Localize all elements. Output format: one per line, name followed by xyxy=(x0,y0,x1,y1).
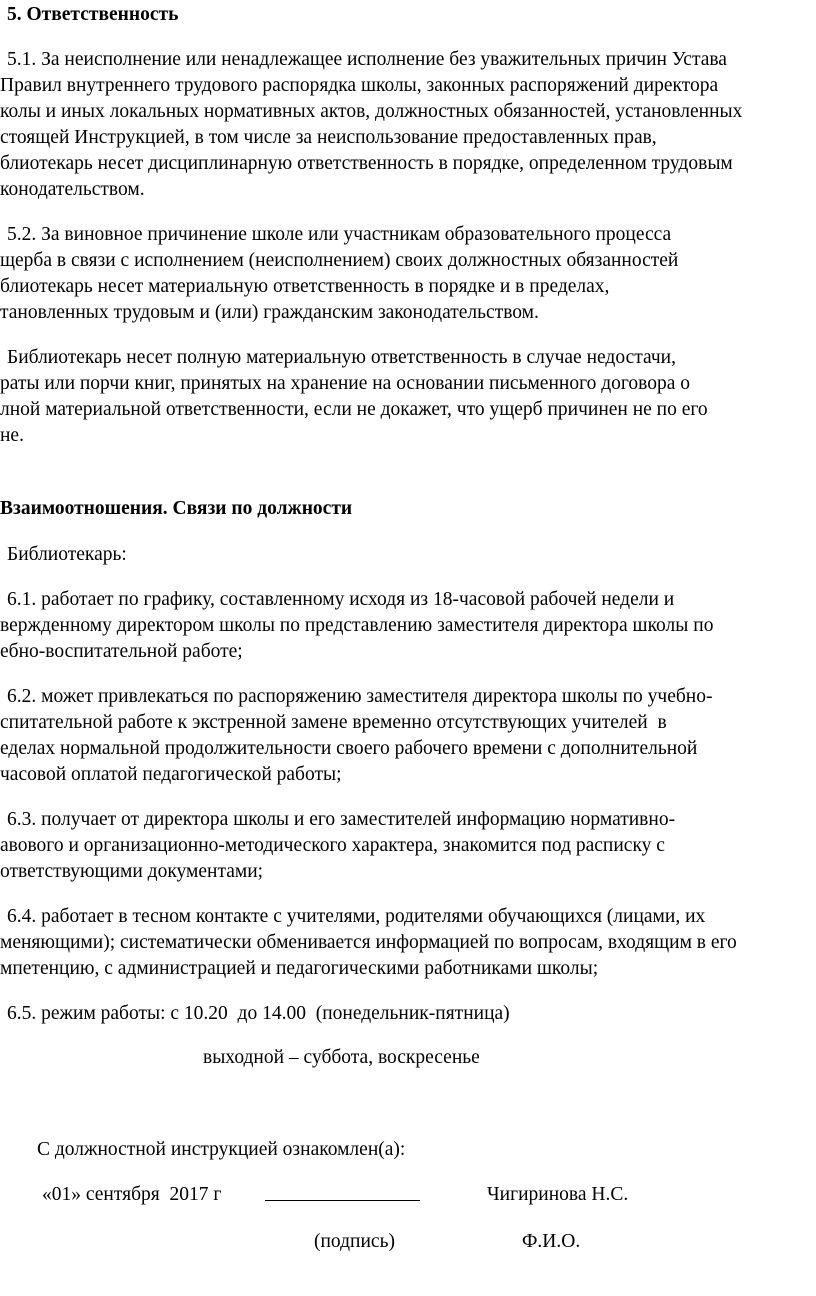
paragraph-6-4-line: 6.4. работает в тесном контакте с учителями, родителями обучающихся (лицами, их xyxy=(7,906,706,927)
section-5-heading: 5. Ответственность xyxy=(7,4,179,25)
paragraph-5-1-line: колы и иных локальных нормативных актов, должностных обязанностей, установленных xyxy=(0,101,743,122)
paragraph-5-3-line: Библиотекарь несет полную материальную ответственность в случае недостачи, xyxy=(7,347,676,368)
paragraph-5-2-line: щерба в связи с исполнением (неисполнением) своих должностных обязанностей xyxy=(0,250,679,271)
paragraph-6-2-line: спитательной работе к экстренной замене временно отсутствующих учителей в xyxy=(0,712,667,733)
paragraph-6-2-line: еделах нормальной продолжительности своего рабочего времени с дополнительной xyxy=(0,738,698,759)
signature-line xyxy=(265,1200,420,1201)
section-6-heading: Взаимоотношения. Связи по должности xyxy=(0,498,353,519)
paragraph-5-2-line: 5.2. За виновное причинение школе или участникам образовательного процесса xyxy=(7,224,672,245)
paragraph-5-3-line: раты или порчи книг, принятых на хранение на основании письменного договора о xyxy=(0,373,691,394)
paragraph-5-3-line: лной материальной ответственности, если не докажет, что ущерб причинен не по его xyxy=(0,399,708,420)
paragraph-6-2-line: 6.2. может привлекаться по распоряжению заместителя директора школы по учебно- xyxy=(7,686,713,707)
paragraph-5-2-line: блиотекарь несет материальную ответственность в порядке и в пределах, xyxy=(0,276,610,297)
paragraph-6-1-line: ебно-воспитательной работе; xyxy=(0,641,243,662)
paragraph-5-3-line: не. xyxy=(0,425,24,446)
signature-caption: (подпись) xyxy=(314,1231,395,1252)
section-6-intro: Библиотекарь: xyxy=(7,544,127,565)
paragraph-5-2-line: тановленных трудовым и (или) гражданским законодательством. xyxy=(0,302,539,323)
paragraph-6-5-days-off: выходной – суббота, воскресенье xyxy=(203,1047,480,1068)
paragraph-6-2-line: часовой оплатой педагогической работы; xyxy=(0,764,342,785)
paragraph-6-4-line: мпетенцию, с администрацией и педагогическими работниками школы; xyxy=(0,958,599,979)
name-caption: Ф.И.О. xyxy=(522,1231,581,1252)
paragraph-5-1-line: конодательством. xyxy=(0,179,145,200)
paragraph-6-4-line: меняющими); систематически обменивается информацией по вопросам, входящим в его xyxy=(0,932,737,953)
paragraph-6-5: 6.5. режим работы: с 10.20 до 14.00 (понедельник-пятница) xyxy=(7,1003,510,1024)
paragraph-6-1-line: вержденному директором школы по представлению заместителя директора школы по xyxy=(0,615,714,636)
paragraph-6-1-line: 6.1. работает по графику, составленному исходя из 18-часовой рабочей недели и xyxy=(7,589,675,610)
acknowledgement-text: С должностной инструкцией ознакомлен(а): xyxy=(37,1139,406,1160)
paragraph-5-1-line: Правил внутреннего трудового распорядка школы, законных распоряжений директора xyxy=(0,75,719,96)
paragraph-5-1-line: стоящей Инструкцией, в том числе за неиспользование предоставленных прав, xyxy=(0,127,657,148)
acknowledgement-date: «01» сентября 2017 г xyxy=(42,1184,222,1205)
paragraph-6-3-line: 6.3. получает от директора школы и его заместителей информацию нормативно- xyxy=(7,809,676,830)
paragraph-5-1-line: блиотекарь несет дисциплинарную ответственность в порядке, определенном трудовым xyxy=(0,153,733,174)
paragraph-6-3-line: авового и организационно-методического характера, знакомится под расписку с xyxy=(0,835,665,856)
paragraph-6-3-line: ответствующими документами; xyxy=(0,861,264,882)
paragraph-5-1-line: 5.1. За неисполнение или ненадлежащее исполнение без уважительных причин Устава xyxy=(7,49,727,70)
acknowledgement-name: Чигиринова Н.С. xyxy=(487,1184,629,1205)
